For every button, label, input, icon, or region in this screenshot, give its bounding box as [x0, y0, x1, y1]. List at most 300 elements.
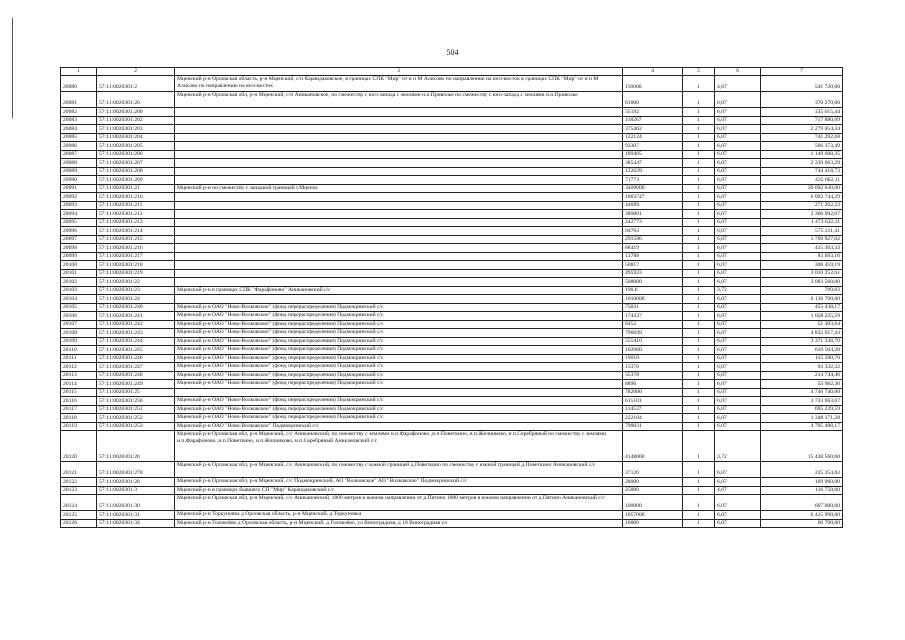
- rate-value: 6,07: [715, 329, 761, 338]
- location-description: Мценский р-н в границах бывшего СП "Мир" Карандаковский с/с: [175, 486, 623, 495]
- rate-value: 6,07: [715, 218, 761, 227]
- cadastral-number: 57:11:0020301:202: [97, 116, 175, 125]
- row-number: 20099: [61, 252, 97, 261]
- cadastral-number: 57:11:0020301:246: [97, 354, 175, 363]
- location-description: Мценский р-н ОАО "Ново-Волковское" (фонд перераспределения) Подмокринский с/с: [175, 303, 623, 312]
- location-description: [175, 218, 623, 227]
- area-value: 37126: [623, 462, 683, 478]
- rate-value: 6,07: [715, 337, 761, 346]
- cadastral-number: 57:11:0020301:34: [97, 519, 175, 528]
- location-description: Мценский р-н Орловская обл, р-н Мценский, с/с Аникановский, по смежеству с южной границей д.Поветкино по смежеству с южной границей д.Поветкино Аникановский с/с: [175, 462, 623, 478]
- count-value: 1: [683, 133, 715, 142]
- location-description: [175, 235, 623, 244]
- cadastral-number: 57:11:0020301:211: [97, 201, 175, 210]
- area-value: 615101: [623, 397, 683, 406]
- location-description: Мценский р-н Торкуновка д Орловская область, р-н Мценский, д Торкуновка: [175, 511, 623, 520]
- table-row: [61, 108, 843, 117]
- row-number: 20101: [61, 269, 97, 278]
- cadastral-number: 57:11:0020301:247: [97, 363, 175, 372]
- cadastral-number: 57:11:0020301:25: [97, 388, 175, 397]
- rate-value: 6,07: [715, 269, 761, 278]
- count-value: 1: [683, 286, 715, 295]
- table-row: [61, 193, 843, 202]
- cadastral-value: 115 390,70: [761, 354, 843, 363]
- rate-value: 6,07: [715, 167, 761, 176]
- table-row: [61, 176, 843, 185]
- cadastral-value: 3 083 560,00: [761, 278, 843, 287]
- area-value: 102060: [623, 346, 683, 355]
- row-number: 20102: [61, 278, 97, 287]
- table-row: [61, 125, 843, 134]
- area-value: 25000: [623, 486, 683, 495]
- cadastral-value: 541 720,00: [761, 76, 843, 92]
- count-value: 1: [683, 150, 715, 159]
- location-description: Мценский р-н ОАО "Ново-Волковское" (фонд перераспределения) Подмокринский с/с: [175, 414, 623, 423]
- area-value: 122124: [623, 133, 683, 142]
- count-value: 1: [683, 92, 715, 108]
- cadastral-value: 1 348 171,28: [761, 414, 843, 423]
- area-value: 1003747: [623, 193, 683, 202]
- location-description: [175, 159, 623, 168]
- rate-value: 6,07: [715, 462, 761, 478]
- count-value: 1: [683, 295, 715, 304]
- area-value: 174337: [623, 312, 683, 321]
- page-number: 504: [446, 48, 459, 57]
- table-row: [61, 159, 843, 168]
- row-number: 20088: [61, 159, 97, 168]
- rate-value: 6,07: [715, 422, 761, 431]
- cadastral-value: 4 832 017,43: [761, 329, 843, 338]
- area-value: 4148000: [623, 431, 683, 462]
- rate-value: 6,07: [715, 142, 761, 151]
- cadastral-number: 57:11:0020301:200: [97, 108, 175, 117]
- location-description: Мценский р-н ОАО "Ново-Волковское" (фонд перераспределения) Подмокринский с/с: [175, 380, 623, 389]
- location-description: Мценский р-н ОАО "Ново-Волковское" (фонд перераспределения) Подмокринский с/с: [175, 320, 623, 329]
- cadastral-value: 214 744,46: [761, 371, 843, 380]
- count-value: 1: [683, 167, 715, 176]
- cadastral-number: 57:11:0020301:251: [97, 405, 175, 414]
- count-value: 1: [683, 261, 715, 270]
- cadastral-value: 575 211,41: [761, 227, 843, 236]
- row-number: 20100: [61, 261, 97, 270]
- count-value: 1: [683, 227, 715, 236]
- table-row: [61, 495, 843, 511]
- area-value: 3409000: [623, 184, 683, 193]
- row-number: 20098: [61, 244, 97, 253]
- cadastral-value: 271 262,23: [761, 201, 843, 210]
- table-row: [61, 92, 843, 108]
- area-value: 50817: [623, 261, 683, 270]
- cadastral-value: 53 962,30: [761, 380, 843, 389]
- cadastral-value: 116 750,00: [761, 486, 843, 495]
- location-description: [175, 261, 623, 270]
- table-row: [61, 303, 843, 312]
- rate-value: 6,07: [715, 388, 761, 397]
- rate-value: 6,07: [715, 354, 761, 363]
- table-row: [61, 397, 843, 406]
- location-description: Мценский р-н по смежеству с западной границей г.Мценск: [175, 184, 623, 193]
- count-value: 1: [683, 495, 715, 511]
- row-number: 20083: [61, 116, 97, 125]
- count-value: 1: [683, 519, 715, 528]
- row-number: 20107: [61, 320, 97, 329]
- cadastral-value: 1 149 688,35: [761, 150, 843, 159]
- table-row: [61, 312, 843, 321]
- cadastral-value: 695 239,59: [761, 405, 843, 414]
- cadastral-value: 1 058 225,59: [761, 312, 843, 321]
- table-row: [61, 150, 843, 159]
- rate-value: 6,07: [715, 125, 761, 134]
- rate-value: 6,07: [715, 363, 761, 372]
- cadastral-value: 6 130 700,00: [761, 295, 843, 304]
- row-number: 20080: [61, 76, 97, 92]
- location-description: Мценский р-н ОАО "Ново-Волковское" (фонд перераспределения) Подмокринский с/с: [175, 405, 623, 414]
- row-number: 20091: [61, 184, 97, 193]
- row-number: 20111: [61, 354, 97, 363]
- area-value: 75031: [623, 303, 683, 312]
- rate-value: 6,07: [715, 478, 761, 487]
- table-row: [61, 346, 843, 355]
- area-value: 100000: [623, 495, 683, 511]
- area-value: 10000: [623, 519, 683, 528]
- row-number: 20084: [61, 125, 97, 134]
- location-description: [175, 269, 623, 278]
- count-value: 1: [683, 116, 715, 125]
- cadastral-value: 1 769 927,02: [761, 235, 843, 244]
- rate-value: 6,07: [715, 405, 761, 414]
- cadastral-number: 57:11:0020301:249: [97, 380, 175, 389]
- table-row: [61, 511, 843, 520]
- area-value: 71773: [623, 176, 683, 185]
- cadastral-value: 2 366 092,07: [761, 210, 843, 219]
- cadastral-number: 57:11:0020301:208: [97, 167, 175, 176]
- cadastral-number: 57:11:0020301:31: [97, 511, 175, 520]
- cadastral-value: 1 473 632,11: [761, 218, 843, 227]
- count-value: 1: [683, 462, 715, 478]
- rate-value: 6,07: [715, 252, 761, 261]
- cadastral-value: 169 960,00: [761, 478, 843, 487]
- rate-value: 6,07: [715, 116, 761, 125]
- row-number: 20116: [61, 397, 97, 406]
- cadastral-number: 57:11:0020301:243: [97, 329, 175, 338]
- cadastral-number: 57:11:0020301:3: [97, 486, 175, 495]
- rate-value: 6,07: [715, 320, 761, 329]
- area-value: 8452: [623, 320, 683, 329]
- location-description: Мценский р-н Орловская обл, р-н Мценский, с/с Подмокринский, АО "Волковское" АО "Волковское" Подмокринский с/с: [175, 478, 623, 487]
- cadastral-value: 717 880,69: [761, 116, 843, 125]
- cadastral-number: 57:11:0020301:219: [97, 269, 175, 278]
- rate-value: 6,07: [715, 278, 761, 287]
- row-number: 20090: [61, 176, 97, 185]
- rate-value: 6,07: [715, 371, 761, 380]
- rate-value: 6,07: [715, 261, 761, 270]
- count-value: 1: [683, 108, 715, 117]
- location-description: Мценский р-н ОАО "Ново-Волковское" (фонд перераспределения) Подмокринский с/с: [175, 354, 623, 363]
- table-row: [61, 142, 843, 151]
- count-value: 1: [683, 210, 715, 219]
- location-description: Мценский р-н ОАО "Ново-Волковское" (фонд перераспределения) Подмокринский с/с: [175, 346, 623, 355]
- rate-value: 3,72: [715, 286, 761, 295]
- cadastral-value: 619 504,20: [761, 346, 843, 355]
- table-row: [61, 227, 843, 236]
- cadastral-value: 4 746 740,00: [761, 388, 843, 397]
- area-value: 61000: [623, 92, 683, 108]
- rate-value: 6,07: [715, 495, 761, 511]
- count-value: 1: [683, 125, 715, 134]
- cadastral-number: 57:11:0020301:248: [97, 371, 175, 380]
- count-value: 1: [683, 278, 715, 287]
- table-row: [61, 320, 843, 329]
- table-row: [61, 363, 843, 372]
- row-number: 20117: [61, 405, 97, 414]
- location-description: [175, 176, 623, 185]
- cadastral-number: 57:11:0020301:23: [97, 286, 175, 295]
- row-number: 20082: [61, 108, 97, 117]
- cadastral-number: 57:11:0020301:210: [97, 193, 175, 202]
- location-description: [175, 252, 623, 261]
- column-header: 2: [97, 68, 175, 76]
- table-row: [61, 337, 843, 346]
- rate-value: 6,07: [715, 210, 761, 219]
- cadastral-value: 607 000,00: [761, 495, 843, 511]
- rate-value: 6,07: [715, 92, 761, 108]
- cadastral-number: 57:11:0020301:252: [97, 414, 175, 423]
- rate-value: 3,72: [715, 431, 761, 462]
- row-number: 20126: [61, 519, 97, 528]
- area-value: 508000: [623, 278, 683, 287]
- cadastral-number: 57:11:0020301:216: [97, 244, 175, 253]
- cadastral-number: 57:11:0020301:20: [97, 92, 175, 108]
- count-value: 1: [683, 193, 715, 202]
- cadastral-number: 57:11:0020301:240: [97, 303, 175, 312]
- cadastral-value: 3 010 252,61: [761, 269, 843, 278]
- area-value: 495923: [623, 269, 683, 278]
- location-description: Мценский р-н ОАО "Ново-Волковское" (фонд перераспределения) Подмокринский с/с: [175, 337, 623, 346]
- area-value: 116000: [623, 76, 683, 92]
- row-number: 20118: [61, 414, 97, 423]
- count-value: 1: [683, 244, 715, 253]
- rate-value: 4,67: [715, 76, 761, 92]
- rate-value: 6,07: [715, 176, 761, 185]
- count-value: 1: [683, 320, 715, 329]
- table-row: [61, 354, 843, 363]
- table-row: [61, 201, 843, 210]
- table-row: [61, 388, 843, 397]
- cadastral-value: 225 354,82: [761, 462, 843, 478]
- area-value: 93307: [623, 142, 683, 151]
- area-value: 8890: [623, 380, 683, 389]
- row-number: 20081: [61, 92, 97, 108]
- location-description: Мценский р-н Головлёво д Орловская область, р-н Мценский, д Головлёво, ул Виноградная, д 18 Виноградная ул: [175, 519, 623, 528]
- table-row: [61, 76, 843, 92]
- location-description: Мценский р-н ОАО "Ново-Волковское" (фонд перераспределения) Подмокринский с/с: [175, 397, 623, 406]
- column-header: 6: [715, 68, 761, 76]
- rate-value: 6,07: [715, 108, 761, 117]
- area-value: 790031: [623, 422, 683, 431]
- rate-value: 6,07: [715, 201, 761, 210]
- count-value: 1: [683, 218, 715, 227]
- location-description: [175, 388, 623, 397]
- row-number: 20108: [61, 329, 97, 338]
- rate-value: 6,07: [715, 235, 761, 244]
- table-row: [61, 422, 843, 431]
- row-number: 20113: [61, 371, 97, 380]
- cadastral-number: 57:11:0020301:204: [97, 133, 175, 142]
- row-number: 20120: [61, 431, 97, 462]
- row-number: 20086: [61, 142, 97, 151]
- rate-value: 6,07: [715, 193, 761, 202]
- cadastral-value: 6 415 990,00: [761, 511, 843, 520]
- table-row: [61, 261, 843, 270]
- row-number: 20115: [61, 388, 97, 397]
- cadastral-value: 20 692 630,00: [761, 184, 843, 193]
- row-number: 20092: [61, 193, 97, 202]
- table-row: [61, 519, 843, 528]
- cadastral-number: 57:11:0020301:21: [97, 184, 175, 193]
- cadastral-number: 57:11:0020301:209: [97, 176, 175, 185]
- location-description: Мценский р-н ОАО "Ново-Волковское" Подмокринский с/с: [175, 422, 623, 431]
- table-row: [61, 116, 843, 125]
- cadastral-number: 57:11:0020301:278: [97, 462, 175, 478]
- cadastral-number: 57:11:0020301:244: [97, 337, 175, 346]
- rate-value: 4,67: [715, 486, 761, 495]
- cadastral-value: 744 418,73: [761, 167, 843, 176]
- area-value: 796049: [623, 329, 683, 338]
- cadastral-value: 60 700,00: [761, 519, 843, 528]
- count-value: 1: [683, 176, 715, 185]
- table-row: [61, 269, 843, 278]
- count-value: 1: [683, 269, 715, 278]
- table-row: [61, 252, 843, 261]
- location-description: [175, 295, 623, 304]
- row-number: 20124: [61, 495, 97, 511]
- rate-value: 6,07: [715, 159, 761, 168]
- area-value: 19010: [623, 354, 683, 363]
- table-row: [61, 286, 843, 295]
- count-value: 1: [683, 329, 715, 338]
- area-value: 222104: [623, 414, 683, 423]
- cadastral-number: 57:11:0020301:215: [97, 235, 175, 244]
- cadastral-number: 57:11:0020301:245: [97, 346, 175, 355]
- rate-value: 6,07: [715, 312, 761, 321]
- rate-value: 6,07: [715, 150, 761, 159]
- area-value: 118267: [623, 116, 683, 125]
- count-value: 1: [683, 363, 715, 372]
- table-row: [61, 167, 843, 176]
- area-value: 1010000: [623, 295, 683, 304]
- location-description: [175, 108, 623, 117]
- count-value: 1: [683, 184, 715, 193]
- location-description: [175, 193, 623, 202]
- location-description: Мценский р-н ОАО "Ново-Волковское" (фонд перераспределения) Подмокринский с/с: [175, 363, 623, 372]
- table-row: [61, 478, 843, 487]
- area-value: 190,6: [623, 286, 683, 295]
- count-value: 1: [683, 371, 715, 380]
- table-header-row: [61, 68, 843, 76]
- cadastral-number: 57:11:0020301:218: [97, 261, 175, 270]
- cadastral-value: 83 693,16: [761, 252, 843, 261]
- row-number: 20089: [61, 167, 97, 176]
- area-value: 35378: [623, 371, 683, 380]
- location-description: [175, 227, 623, 236]
- cadastral-number: 57:11:0020301:203: [97, 125, 175, 134]
- row-number: 20123: [61, 486, 97, 495]
- rate-value: 6,07: [715, 227, 761, 236]
- cadastral-number: 57:11:0020301:241: [97, 312, 175, 321]
- rate-value: 6,07: [715, 511, 761, 520]
- area-value: 28000: [623, 478, 683, 487]
- cadastral-number: 57:11:0020301:22: [97, 278, 175, 287]
- cadastral-number: 57:11:0020301:205: [97, 142, 175, 151]
- binding-margin-line: [12, 18, 13, 118]
- rate-value: 6,07: [715, 133, 761, 142]
- location-description: [175, 278, 623, 287]
- cadastral-value: 415 303,33: [761, 244, 843, 253]
- table-row: [61, 295, 843, 304]
- count-value: 1: [683, 337, 715, 346]
- table-row: [61, 244, 843, 253]
- count-value: 1: [683, 380, 715, 389]
- cadastral-number: 57:11:0020301:214: [97, 227, 175, 236]
- area-value: 44689: [623, 201, 683, 210]
- rate-value: 6,07: [715, 295, 761, 304]
- table-row: [61, 235, 843, 244]
- cadastral-number: 57:11:0020301:26: [97, 431, 175, 462]
- row-number: 20095: [61, 218, 97, 227]
- cadastral-value: 566 373,49: [761, 142, 843, 151]
- location-description: Мценский р-н Орловская обл, р-н Мценский, с/п Аникановское, по смежеству с юго-запада с землями н.п.Приволье по смежеству с юго-запада с землями н.п.Приволье: [175, 92, 623, 108]
- location-description: Мценский р-н Орловская обл, р-н Мценский, с/с Аникановский, 1800 метров в южном направлении от д.Пятино 1800 метров в южном направлении от д.Пятино Аникановский с/с: [175, 495, 623, 511]
- area-value: 1057000: [623, 511, 683, 520]
- rate-value: 6,07: [715, 303, 761, 312]
- cadastral-value: 370 270,00: [761, 92, 843, 108]
- count-value: 1: [683, 414, 715, 423]
- cadastral-number: 57:11:0020301:217: [97, 252, 175, 261]
- table-row: [61, 405, 843, 414]
- location-description: Мценский р-н Орловская обл, р-н Мценский, с/с Аникановский, по смежеству с землями н.п.Фарафоново ,н.п.Поветкино, н.п.Жилинково, н.п.Серебряный по смежеству с землями н.п.Фарафоново ,н.п.Поветкино, н.п.Жилинково, н.п.Серебряный Аникановский с/с: [175, 431, 623, 462]
- row-number: 20110: [61, 346, 97, 355]
- cadastral-value: 435 662,11: [761, 176, 843, 185]
- area-value: 189405: [623, 150, 683, 159]
- table-row: [61, 462, 843, 478]
- row-number: 20109: [61, 337, 97, 346]
- rate-value: 6,07: [715, 414, 761, 423]
- area-value: 385447: [623, 159, 683, 168]
- table-row: [61, 371, 843, 380]
- column-header: 7: [761, 68, 843, 76]
- location-description: [175, 201, 623, 210]
- location-description: [175, 150, 623, 159]
- table-row: [61, 380, 843, 389]
- rate-value: 6,07: [715, 519, 761, 528]
- area-value: 55192: [623, 108, 683, 117]
- cadastral-number: 57:11:0020301:28: [97, 478, 175, 487]
- row-number: 20103: [61, 286, 97, 295]
- location-description: Мценский р-н в границах СПК "Фарафоново" Аникановский с/с: [175, 286, 623, 295]
- area-value: 122639: [623, 167, 683, 176]
- row-number: 20122: [61, 478, 97, 487]
- column-header: 5: [683, 68, 715, 76]
- land-register-table: [60, 67, 843, 528]
- row-number: 20097: [61, 235, 97, 244]
- count-value: 1: [683, 422, 715, 431]
- count-value: 1: [683, 76, 715, 92]
- cadastral-value: 455 438,17: [761, 303, 843, 312]
- table-row: [61, 431, 843, 462]
- location-description: Мценский р-н ОАО "Ново-Волковское" (фонд перераспределения) Подмокринский с/с: [175, 312, 623, 321]
- table-row: [61, 218, 843, 227]
- cadastral-number: 57:11:0020301:207: [97, 159, 175, 168]
